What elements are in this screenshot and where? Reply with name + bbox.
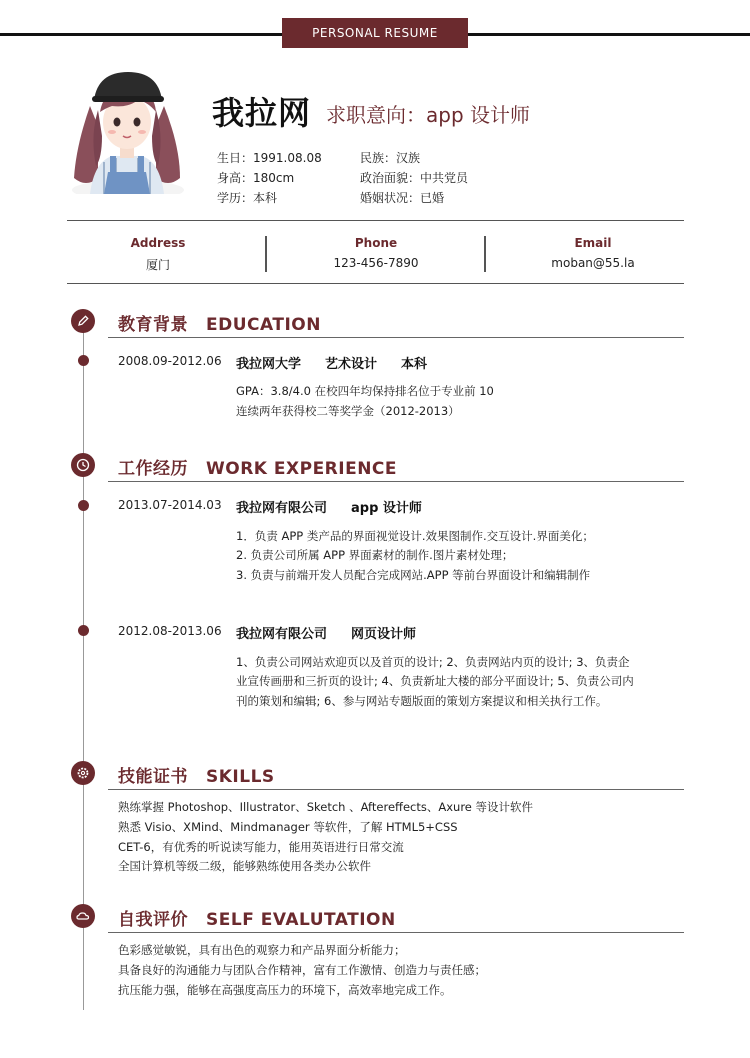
address-label: Address <box>130 236 186 250</box>
job-line: 1、负责公司网站欢迎页以及首页的设计; 2、负责网站内页的设计; 3、负责企 <box>236 655 630 669</box>
skill-line: CET-6，有优秀的听说读写能力，能用英语进行日常交流 <box>118 840 404 854</box>
job-line: 刊的策划和编辑; 6、参与网站专题版面的策划方案提议和相关执行工作。 <box>236 694 608 708</box>
info-education: 学历：本科 <box>217 191 278 205</box>
job-entry: 我拉网有限公司 app 设计师 <box>236 501 422 516</box>
job-entry: 我拉网有限公司 网页设计师 <box>236 627 417 642</box>
job-date: 2013.07-2014.03 <box>118 498 222 512</box>
section-rule <box>108 337 684 338</box>
timeline-dot <box>78 355 89 366</box>
email-value[interactable]: moban@55.la <box>551 256 635 270</box>
self-title: 自我评价 SELF EVALUTATION <box>118 910 396 930</box>
section-rule <box>108 789 684 790</box>
resume-banner: PERSONAL RESUME <box>282 18 468 48</box>
education-date: 2008.09-2012.06 <box>118 354 222 368</box>
self-line: 具备良好的沟通能力与团队合作精神，富有工作激情、创造力与责任感； <box>118 963 486 977</box>
work-title: 工作经历 WORK EXPERIENCE <box>118 459 398 479</box>
candidate-name: 我拉网 <box>212 94 312 132</box>
job-date: 2012.08-2013.06 <box>118 624 222 638</box>
phone-value: 123-456-7890 <box>333 256 419 270</box>
self-line: 色彩感觉敏锐，具有出色的观察力和产品界面分析能力； <box>118 943 406 957</box>
section-rule <box>108 932 684 933</box>
education-line: GPA：3.8/4.0 在校四年均保持排名位于专业前 10 <box>236 384 494 398</box>
self-line: 抗压能力强，能够在高强度高压力的环境下，高效率地完成工作。 <box>118 983 452 997</box>
skill-line: 全国计算机等级二级，能够熟练使用各类办公软件 <box>118 859 371 873</box>
phone-label: Phone <box>354 236 398 250</box>
section-rule <box>108 481 684 482</box>
timeline-dot <box>78 625 89 636</box>
gear-icon <box>71 761 95 785</box>
contact-top-rule <box>67 220 684 221</box>
skill-line: 熟练掌握 Photoshop、Illustrator、Sketch 、Aftereffects、Axure 等设计软件 <box>118 800 534 814</box>
email-label: Email <box>574 236 612 250</box>
info-ethnicity: 民族：汉族 <box>360 151 421 165</box>
address-value: 厦门 <box>145 258 170 272</box>
job-line: 2. 负责公司所属 APP 界面素材的制作.图片素材处理； <box>236 548 514 562</box>
education-entry: 我拉网大学 艺术设计 本科 <box>236 357 428 372</box>
avatar <box>68 66 186 194</box>
education-title: 教育背景 EDUCATION <box>118 315 321 335</box>
education-line: 连续两年获得校二等奖学金（2012-2013） <box>236 404 460 418</box>
job-line: 1．负责 APP 类产品的界面视觉设计.效果图制作.交互设计.界面美化； <box>236 529 594 543</box>
contact-bottom-rule <box>67 283 684 284</box>
skills-title: 技能证书 SKILLS <box>118 767 275 787</box>
info-birth: 生日：1991.08.08 <box>217 151 322 165</box>
job-line: 3. 负责与前端开发人员配合完成网站.APP 等前台界面设计和编辑制作 <box>236 568 591 582</box>
timeline-dot <box>78 500 89 511</box>
cloud-icon <box>71 904 95 928</box>
info-height: 身高：180cm <box>217 171 295 185</box>
skill-line: 熟悉 Visio、XMind、Mindmanager 等软件，了解 HTML5+CSS <box>118 820 458 834</box>
pencil-icon <box>71 309 95 333</box>
clock-icon <box>71 453 95 477</box>
job-line: 业宣传画册和三折页的设计; 4、负责新址大楼的部分平面设计; 5、负责公司内 <box>236 674 634 688</box>
contact-divider <box>484 236 486 272</box>
job-intent: 求职意向：app 设计师 <box>326 103 531 127</box>
contact-divider <box>265 236 267 272</box>
info-politics: 政治面貌：中共党员 <box>360 171 469 185</box>
info-marital: 婚姻状况：已婚 <box>360 191 445 205</box>
